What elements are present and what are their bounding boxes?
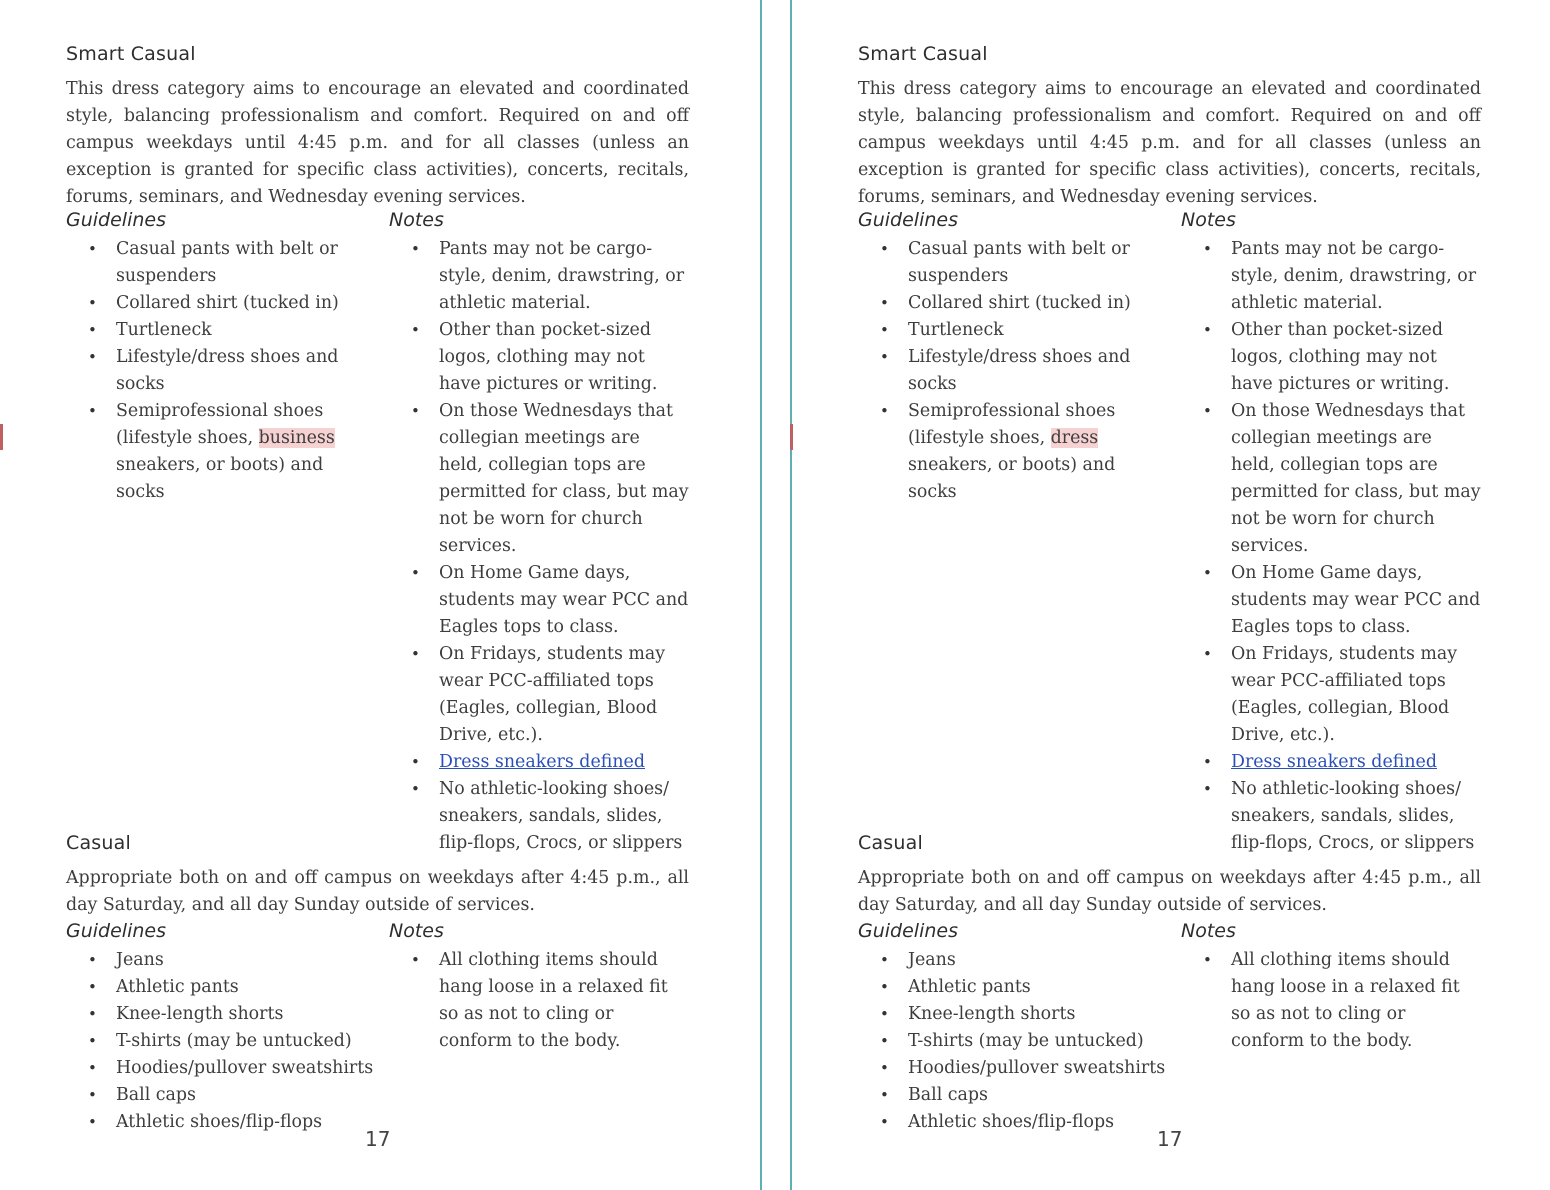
casual-notes-list bbox=[1181, 947, 1481, 1055]
list-item: • Collared shirt (tucked in) bbox=[66, 290, 366, 317]
list-item: • Knee-length shorts bbox=[66, 1001, 386, 1028]
right-document-pane bbox=[792, 0, 1550, 1190]
list-item: • All clothing items should hang loose in a relaxed fit so as not to cling or conform to the body. bbox=[389, 947, 689, 1055]
list-item-text: sneakers, or boots) and socks bbox=[908, 455, 1116, 502]
casual-intro: Appropriate both on and off campus on weekdays after 4:45 p.m., all day Saturday, and all day Sunday outside of services. bbox=[858, 868, 1481, 915]
list-item: • Jeans bbox=[66, 947, 386, 974]
list-item: • On those Wednesdays that collegian meetings are held, collegian tops are permitted for class, but may not be worn for church services. bbox=[389, 398, 689, 560]
notes-heading: Notes bbox=[1181, 209, 1236, 231]
list-item: • On Home Game days, students may wear PCC and Eagles tops to class. bbox=[1181, 560, 1481, 641]
list-item bbox=[858, 398, 1158, 506]
list-item: • Ball caps bbox=[858, 1082, 1178, 1109]
dress-sneakers-link[interactable]: Dress sneakers defined bbox=[439, 752, 645, 772]
smart-casual-heading: Smart Casual bbox=[858, 43, 988, 65]
list-item: • Collared shirt (tucked in) bbox=[858, 290, 1158, 317]
list-item-text: Semiprofessional shoes (lifestyle shoes, bbox=[908, 401, 1116, 448]
casual-guidelines-list bbox=[858, 947, 1178, 1136]
page-number: 17 bbox=[1157, 1127, 1183, 1151]
changed-word-highlight[interactable]: dress bbox=[1050, 428, 1099, 448]
list-item: • Casual pants with belt or suspenders bbox=[66, 236, 366, 290]
list-item: • Pants may not be cargo-style, denim, drawstring, or athletic material. bbox=[389, 236, 689, 317]
page-number: 17 bbox=[365, 1127, 391, 1151]
smart-casual-heading: Smart Casual bbox=[66, 43, 196, 65]
list-item: • Ball caps bbox=[66, 1082, 386, 1109]
list-item: • No athletic-looking shoes/ sneakers, sandals, slides, flip-flops, Crocs, or slippers bbox=[389, 776, 689, 857]
list-item-text: sneakers, or boots) and socks bbox=[116, 455, 324, 502]
list-item: • All clothing items should hang loose in a relaxed fit so as not to cling or conform to the body. bbox=[1181, 947, 1481, 1055]
list-item: • Hoodies/pullover sweatshirts bbox=[66, 1055, 386, 1082]
smart-casual-guidelines-list bbox=[66, 236, 366, 506]
list-item: • No athletic-looking shoes/ sneakers, sandals, slides, flip-flops, Crocs, or slippers bbox=[1181, 776, 1481, 857]
list-item: • On those Wednesdays that collegian meetings are held, collegian tops are permitted for class, but may not be worn for church services. bbox=[1181, 398, 1481, 560]
casual-heading: Casual bbox=[858, 832, 923, 854]
guidelines-heading: Guidelines bbox=[66, 920, 166, 942]
list-item: • Lifestyle/dress shoes and socks bbox=[858, 344, 1158, 398]
list-item: • Casual pants with belt or suspenders bbox=[858, 236, 1158, 290]
changed-word-highlight[interactable]: business bbox=[258, 428, 335, 448]
list-item: • Athletic shoes/flip-flops bbox=[66, 1109, 386, 1136]
list-item: • Knee-length shorts bbox=[858, 1001, 1178, 1028]
smart-casual-notes-list bbox=[1181, 236, 1481, 857]
casual-guidelines-list bbox=[66, 947, 386, 1136]
left-document-pane bbox=[0, 0, 760, 1190]
list-item: • On Fridays, students may wear PCC-affiliated tops (Eagles, collegian, Blood Drive, etc.). bbox=[1181, 641, 1481, 749]
guidelines-heading: Guidelines bbox=[858, 209, 958, 231]
list-item: • Pants may not be cargo-style, denim, drawstring, or athletic material. bbox=[1181, 236, 1481, 317]
list-item: • Athletic pants bbox=[66, 974, 386, 1001]
casual-intro: Appropriate both on and off campus on weekdays after 4:45 p.m., all day Saturday, and all day Sunday outside of services. bbox=[66, 868, 689, 915]
list-item: • Lifestyle/dress shoes and socks bbox=[66, 344, 366, 398]
smart-casual-intro: This dress category aims to encourage an elevated and coordinated style, balancing professionalism and comfort. Required on and off campus weekdays until 4:45 p.m. and for all classes (unless an exception is granted for specific class activities), concerts, recitals, forums, seminars, and Wednesday evening services. bbox=[66, 79, 689, 207]
list-item: • Athletic shoes/flip-flops bbox=[858, 1109, 1178, 1136]
list-item: • On Fridays, students may wear PCC-affiliated tops (Eagles, collegian, Blood Drive, etc.). bbox=[389, 641, 689, 749]
list-item: • On Home Game days, students may wear PCC and Eagles tops to class. bbox=[389, 560, 689, 641]
notes-heading: Notes bbox=[389, 920, 444, 942]
notes-heading: Notes bbox=[1181, 920, 1236, 942]
smart-casual-intro: This dress category aims to encourage an elevated and coordinated style, balancing professionalism and comfort. Required on and off campus weekdays until 4:45 p.m. and for all classes (unless an exception is granted for specific class activities), concerts, recitals, forums, seminars, and Wednesday evening services. bbox=[858, 79, 1481, 207]
casual-notes-list bbox=[389, 947, 689, 1055]
list-item bbox=[66, 398, 366, 506]
list-item: • Hoodies/pullover sweatshirts bbox=[858, 1055, 1178, 1082]
dress-sneakers-link[interactable]: Dress sneakers defined bbox=[1231, 752, 1437, 772]
list-item: • Other than pocket-sized logos, clothing may not have pictures or writing. bbox=[1181, 317, 1481, 398]
list-item bbox=[1181, 749, 1481, 776]
list-item: • Turtleneck bbox=[66, 317, 366, 344]
smart-casual-guidelines-list bbox=[858, 236, 1158, 506]
list-item-text: Semiprofessional shoes (lifestyle shoes, bbox=[116, 401, 324, 448]
smart-casual-notes-list bbox=[389, 236, 689, 857]
list-item: • Other than pocket-sized logos, clothing may not have pictures or writing. bbox=[389, 317, 689, 398]
casual-heading: Casual bbox=[66, 832, 131, 854]
list-item: • Athletic pants bbox=[858, 974, 1178, 1001]
list-item bbox=[389, 749, 689, 776]
list-item: • Turtleneck bbox=[858, 317, 1158, 344]
compare-divider-left[interactable] bbox=[760, 0, 762, 1190]
list-item: • T-shirts (may be untucked) bbox=[858, 1028, 1178, 1055]
list-item: • Jeans bbox=[858, 947, 1178, 974]
guidelines-heading: Guidelines bbox=[66, 209, 166, 231]
notes-heading: Notes bbox=[389, 209, 444, 231]
list-item: • T-shirts (may be untucked) bbox=[66, 1028, 386, 1055]
guidelines-heading: Guidelines bbox=[858, 920, 958, 942]
